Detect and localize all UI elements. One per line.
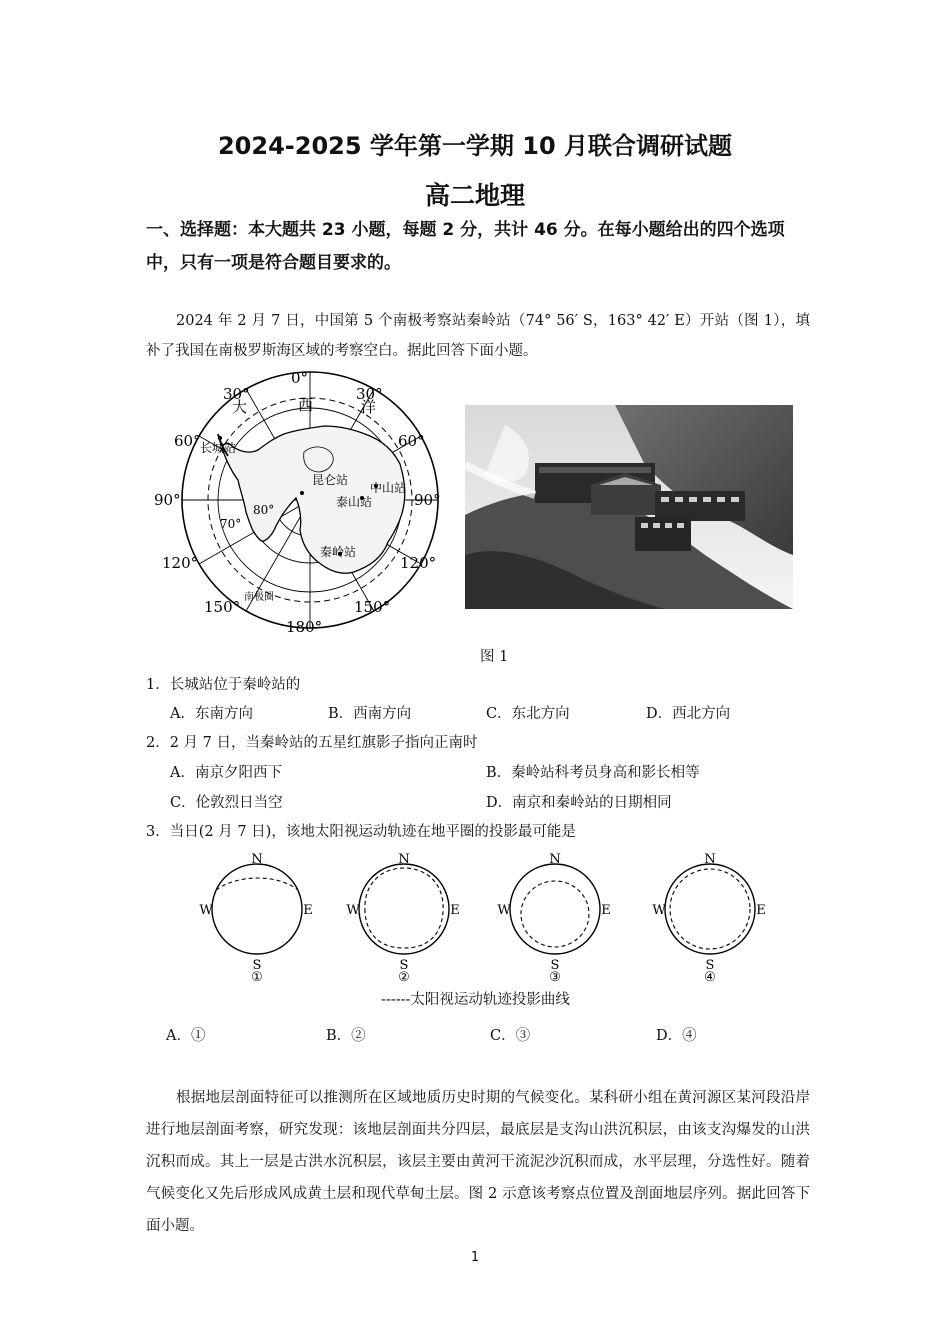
q2-option-b: B．秦岭站科考员身高和影长相等 (486, 765, 700, 781)
diagram-number: ③ (549, 970, 561, 985)
q2-option-a: A．南京夕阳西下 (170, 765, 282, 781)
ocean-label: 大 (232, 398, 248, 416)
diagram-number: ① (251, 970, 263, 985)
lon-label: 180° (286, 618, 323, 636)
lon-label: 150° (354, 598, 391, 616)
lon-label: 30° (223, 385, 250, 403)
ocean-label: 洋 (361, 398, 377, 416)
lon-label: 60° (398, 432, 425, 450)
lon-label: 120° (162, 554, 199, 572)
compass-s: S (399, 958, 409, 973)
station-label: 秦岭站 (320, 545, 357, 559)
sun-path-diagram-3 (496, 852, 614, 984)
q1-option-a: A．东南方向 (170, 706, 253, 722)
page-number: 1 (470, 1250, 480, 1265)
lon-label: 90° (414, 491, 441, 509)
figure-1-caption: 图 1 (480, 649, 509, 665)
lon-label: 120° (400, 554, 437, 572)
compass-w: W (652, 903, 666, 918)
diagram-number: ② (398, 970, 410, 985)
q1-option-b: B．西南方向 (328, 706, 412, 722)
antarctica-map (154, 366, 445, 638)
station-label: 中山站 (370, 481, 407, 495)
question-2-stem: 2．2 月 7 日，当秦岭站的五星红旗影子指向正南时 (146, 735, 478, 751)
compass-e: E (601, 903, 611, 918)
passage-1: 2024 年 2 月 7 日，中国第 5 个南极考察站秦岭站（74° 56′ S，163° 42′ E）开站（图 1），填补了我国在南极罗斯海区域的考察空白。据此回答下面小题。 (146, 313, 810, 359)
compass-n: N (251, 852, 263, 867)
station-label: 昆仑站 (312, 473, 349, 487)
compass-e: E (756, 903, 766, 918)
lon-label: 0° (291, 369, 309, 387)
diagram-number: ④ (704, 970, 716, 985)
compass-n: N (549, 852, 561, 867)
ocean-label: 西 (298, 396, 314, 414)
passage-2: 根据地层剖面特征可以推测所在区域地质历史时期的气候变化。某科研小组在黄河源区某河段沿岸进行地层剖面考察，研究发现：该地层剖面共分四层，最底层是支沟山洪沉积层，由该支沟爆发的山洪沉积而成。其上一层是古洪水沉积层，该层主要由黄河干流泥沙沉积而成，水平层理，分选性好。随着气候变化又先后形成风成黄土层和现代草甸土层。图 2 示意该考察点位置及剖面地层序列。据此回答下面小题。 (146, 1090, 810, 1234)
section-heading: 一、选择题：本大题共 23 小题，每题 2 分，共计 46 分。在每小题给出的四个选项中，只有一项是符合题目要求的。 (146, 220, 785, 273)
q3-option-d: D．④ (656, 1028, 697, 1044)
exam-subtitle: 高二地理 (424, 181, 525, 210)
question-1-stem: 1．长城站位于秦岭站的 (146, 677, 301, 693)
sun-path-legend: ------太阳视运动轨迹投影曲线 (381, 992, 570, 1008)
compass-e: E (450, 903, 460, 918)
compass-n: N (398, 852, 410, 867)
lat-label: 80° (253, 503, 275, 517)
compass-w: W (199, 903, 213, 918)
sun-path-diagram-1 (198, 852, 316, 984)
compass-w: W (346, 903, 360, 918)
sun-path-diagram-2 (345, 852, 463, 984)
exam-title: 2024-2025 学年第一学期 10 月联合调研试题 (217, 132, 733, 160)
compass-s: S (252, 958, 262, 973)
q2-option-c: C．伦敦烈日当空 (170, 795, 283, 811)
station-label: 泰山站 (336, 495, 373, 509)
qinling-station-photo (465, 405, 793, 609)
sun-path-diagram-4 (651, 852, 769, 984)
lon-label: 150° (204, 598, 241, 616)
q3-option-a: A．① (166, 1028, 206, 1044)
lon-label: 30° (356, 385, 383, 403)
q1-option-c: C．东北方向 (486, 706, 570, 722)
station-label: 长城站 (200, 441, 237, 455)
lon-label: 60° (174, 432, 201, 450)
q3-option-c: C．③ (490, 1028, 531, 1044)
lat-label: 70° (220, 517, 242, 531)
q1-option-d: D．西北方向 (646, 706, 731, 722)
question-3-stem: 3．当日(2 月 7 日)，该地太阳视运动轨迹在地平圈的投影最可能是 (146, 824, 576, 840)
compass-s: S (705, 958, 715, 973)
compass-n: N (704, 852, 716, 867)
compass-s: S (550, 958, 560, 973)
q2-option-d: D．南京和秦岭站的日期相同 (486, 795, 672, 811)
compass-w: W (497, 903, 511, 918)
antarctic-circle-label: 南极圈 (244, 592, 274, 603)
lon-label: 90° (154, 491, 181, 509)
compass-e: E (303, 903, 313, 918)
q3-option-b: B．② (326, 1028, 366, 1044)
